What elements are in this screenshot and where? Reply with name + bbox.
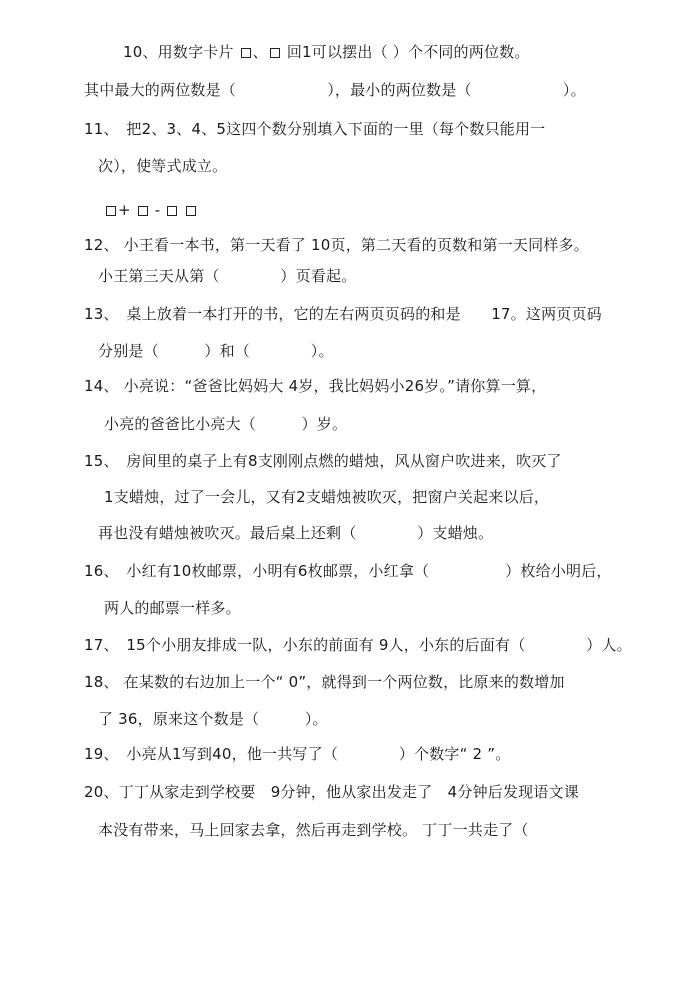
q18-line-2: 了 36，原来这个数是（ ）。 — [98, 710, 328, 728]
q11-eq-gap — [179, 201, 184, 219]
q14-line-1: 14、 小亮说：“爸爸比妈妈大 4岁，我比妈妈小26岁。”请你算一算， — [84, 377, 547, 395]
q13-line-2: 分别是（ ）和（ ）。 — [98, 342, 334, 360]
q10-text-b: 、 — [252, 43, 268, 61]
q15-line-1: 15、 房间里的桌子上有8支刚刚点燃的蜡烛，风从窗户吹进来，吹灭了 — [84, 452, 562, 470]
answer-box — [186, 206, 196, 216]
q11-line-2: 次），使等式成立。 — [98, 157, 228, 175]
digit-card-box — [241, 48, 251, 58]
q15-line-3: 再也没有蜡烛被吹灭。最后桌上还剩（ ）支蜡烛。 — [98, 524, 494, 542]
q10-text-a: 10、用数字卡片 — [123, 43, 239, 61]
q10-text-c: 回1可以摆出（ ）个不同的两位数。 — [281, 43, 530, 61]
q10-line-1 — [123, 42, 530, 62]
q11-eq-minus: - — [149, 201, 166, 219]
q18-line-1: 18、 在某数的右边加上一个“ 0”，就得到一个两位数，比原来的数增加 — [84, 673, 565, 691]
q20-line-1: 20、丁丁从家走到学校要 9分钟，他从家出发走了 4分钟后发现语文课 — [84, 783, 579, 801]
q19-line-1: 19、 小亮从1写到40，他一共写了（ ）个数字“ 2 ”。 — [84, 745, 511, 763]
q14-line-2: 小亮的爸爸比小亮大（ ）岁。 — [104, 415, 348, 433]
q12-line-2: 小王第三天从第（ ）页看起。 — [98, 267, 357, 285]
q17-line-1: 17、 15个小朋友排成一队，小东的前面有 9人，小东的后面有（ ）人。 — [84, 636, 632, 654]
q15-line-2: 1支蜡烛，过了一会儿，又有2支蜡烛被吹灭，把窗户关起来以后， — [104, 488, 550, 506]
q12-line-1: 12、 小王看一本书，第一天看了 10页，第二天看的页数和第一天同样多。 — [84, 236, 589, 254]
q13-line-1: 13、 桌上放着一本打开的书，它的左右两页页码的和是 17。这两页页码 — [84, 305, 602, 323]
q16-line-2: 两人的邮票一样多。 — [104, 599, 241, 617]
answer-box — [106, 206, 116, 216]
q10-line-2: 其中最大的两位数是（ ），最小的两位数是（ ）。 — [84, 81, 586, 99]
q11-eq-plus: + — [118, 201, 136, 219]
q16-line-1: 16、 小红有10枚邮票，小明有6枚邮票，小红拿（ ）枚给小明后， — [84, 562, 612, 580]
digit-card-box — [270, 48, 280, 58]
answer-box — [167, 206, 177, 216]
answer-box — [138, 206, 148, 216]
q11-line-1: 11、 把2、3、4、5这四个数分别填入下面的一里（每个数只能用一 — [84, 120, 546, 138]
q11-equation — [104, 200, 198, 220]
q20-line-2: 本没有带来，马上回家去拿，然后再走到学校。 丁丁一共走了（ — [98, 821, 529, 839]
